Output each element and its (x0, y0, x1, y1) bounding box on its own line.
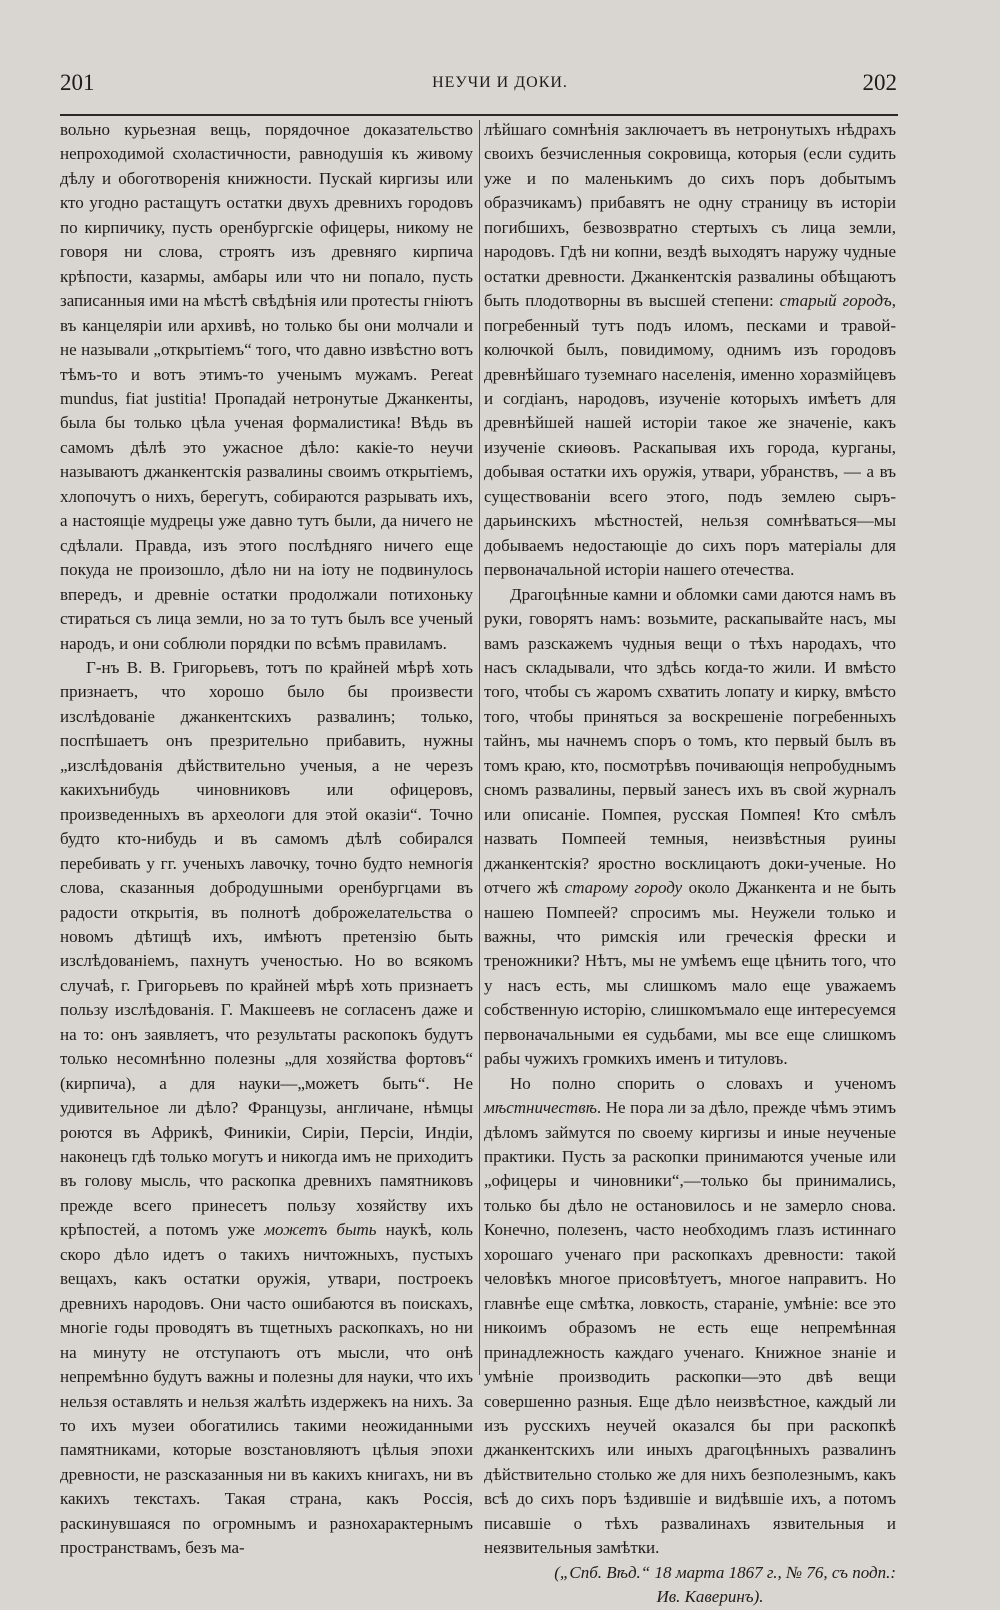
paragraph (484, 583, 896, 1072)
italic-phrase: можетъ быть (264, 1220, 377, 1240)
page-number-left: 201 (60, 70, 95, 95)
source-citation: („Спб. Вѣд.“ 18 марта 1867 г., № 76, съ подп.: (554, 1562, 896, 1582)
column-divider (479, 120, 480, 1375)
paragraph-text: Драгоцѣнные камни и обломки сами даются намъ въ руки, говорятъ намъ: возьмите, раскапывайте насъ, мы вамъ разскажемъ чудныя вещи о тѣхъ народахъ, что насъ складывали, что здѣсь когда-то жили. И вмѣсто того, чтобы съ жаромъ схватить лопату и кирку, вмѣсто того, чтобы приняться за воскрешеніе погребенныхъ тайнъ, мы начнемъ споръ о томъ, кто первый былъ въ томъ краю, кто, посмотрѣвъ почивающія непробуднымъ сномъ развалины, первый занесъ ихъ въ свой журналъ или описаніе. Помпея, русская Помпея! Кто смѣлъ назвать Помпеей темныя, неизвѣстныя руины джанкентскія? яростно восклицаютъ доки-ученые. Но отчего жѣ (484, 584, 896, 898)
page-header (0, 70, 1000, 100)
running-title: НЕУЧИ И ДОКИ. (432, 74, 568, 91)
header-rule (60, 114, 898, 116)
paragraph-text: лѣйшаго сомнѣнія заключаетъ въ нетронутыхъ нѣдрахъ своихъ безчисленныя сокровища, которыя (если судить уже и по маленькимъ до сихъ поръ добытымъ образчикамъ) прибавятъ не одну страницу въ исторіи погибшихъ, безвозвратно стертыхъ съ лица земли, народовъ. Гдѣ ни копни, вездѣ выходятъ наружу чудные остатки древности. Джанкентскія развалины обѣщаютъ быть плодотворны въ высшей степени: (484, 120, 896, 311)
italic-phrase: старый городъ (779, 291, 892, 311)
paragraph-text: . Не пора ли за дѣло, прежде чѣмъ этимъ дѣломъ займутся по своему киргизы и иные неученые практики. Пусть за раскопки принимаются ученые или „офицеры и чиновники“,—только бы принимались, только бы дѣло не остановилось и не замерло снова. Конечно, полезенъ, часто необходимъ глазъ истиннаго хорошаго ученаго при раскопкахъ древности: такой человѣкъ многое присовѣтуетъ, многое направитъ. Но главнѣе еще смѣтка, ловкость, стараніе, умѣніе: все это никоимъ образомъ не есть еще непремѣнная принадлежность каждаго ученаго. Книжное знаніе и умѣніе производить раскопки—это двѣ вещи совершенно разныя. Еще дѣло неизвѣстное, каждый ли изъ русскихъ неучей оказался бы при раскопкѣ джанкентскихъ или иныхъ драгоцѣнныхъ развалинъ дѣйствительно столько же для нихъ безполезнымъ, какъ всѣ до сихъ поръ ѣздившіе и видѣвшіе ихъ, а потомъ писавшіе о тѣхъ развалинахъ язвительныя и неязвительныя замѣтки. (484, 1098, 896, 1558)
source-signature: Ив. Каверинъ). (656, 1587, 764, 1607)
paragraph (484, 118, 896, 583)
paragraph-text: Но полно спорить о словахъ и ученомъ (510, 1073, 896, 1093)
italic-phrase: мѣстничествѣ (484, 1098, 597, 1118)
page-number-right: 202 (862, 70, 897, 95)
paragraph (60, 656, 473, 1561)
paragraph-text: около Джанкента и не быть нашею Помпеей? спросимъ мы. Неужели только и важны, что римскія или греческія фрески и треножники? Нѣтъ, мы не умѣемъ еще цѣнить того, что у насъ есть, мы слишкомъ мало еще уважаемъ собственную исторію, слишкомъмало еще интересуемся первоначальными ея судьбами, мы все еще слишкомъ рабы чужихъ громкихъ именъ и титуловъ. (484, 878, 897, 1069)
paragraph-text: наукѣ, коль скоро дѣло идетъ о такихъ ничтожныхъ, пустыхъ вещахъ, какъ остатки оружія, утвари, построекъ древнихъ народовъ. Они часто ошибаются въ поискахъ, многіе годы проводятъ въ тщетныхъ раскопкахъ, но ни на минуту не отступаютъ отъ мысли, что онѣ непремѣнно будутъ важны и полезны для науки, что ихъ нельзя оставлять и нельзя жалѣть издержекъ на нихъ. За то ихъ музеи обогатились такими неожиданными памятниками, которые возстановляютъ цѣлыя эпохи древности, не разсказанныя ни въ какихъ книгахъ, ни въ какихъ текстахъ. Такая страна, какъ Россія, раскинувшаяся по огромнымъ и разнохарактернымъ пространствамъ, безъ ма- (60, 1220, 473, 1558)
right-column (484, 118, 896, 1610)
paragraph-text: , погребенный тутъ подъ иломъ, песками и травой-колючкой былъ, повидимому, однимъ изъ городовъ древнѣйшаго туземнаго населенія, именно хоразмійцевъ и согдіанъ, народовъ, изученіе которыхъ имѣетъ для древнѣйшей нашей исторіи такое же значеніе, какъ изученіе скиѳовъ. Раскапывая ихъ города, курганы, добывая остатки ихъ оружія, утвари, убранствъ, — а въ существованіи всего этого, подъ землею сыръ-дарьинскихъ мѣстностей, нельзя сомнѣваться—мы добываемъ недостающіе до сихъ поръ матеріалы для первоначальной исторіи нашего отечества. (484, 291, 896, 580)
paragraph (484, 1072, 896, 1561)
paragraph: вольно курьезная вещь, порядочное доказательство непроходимой схоластичности, равнодушія къ живому дѣлу и обоготворенія книжности. Пускай киргизы или кто угодно растащутъ остатки двухъ древнихъ городовъ по кирпичику, пусть оренбургскіе офицеры, никому не говоря ни слова, строятъ изъ древняго кирпича крѣпости, казармы, амбары или что ни попало, пусть записанныя ими на мѣстѣ свѣдѣнія или протесты гніютъ въ канцеляріи или архивѣ, но только бы они молчали и не называли „открытіемъ“ того, что давно извѣстно вотъ тѣмъ-то и вотъ этимъ-то ученымъ мужамъ. Pereat mundus, fiat justitia! Пропадай нетронутые Джанкенты, была бы только цѣла ученая формалистика! Вѣдь въ самомъ дѣлѣ это ужасное дѣло: какіе-то неучи называютъ джанкентскія развалины своимъ открытіемъ, хлопочутъ о нихъ, берегутъ, собираются разрывать ихъ, а настоящіе мудрецы уже давно тутъ были, да ничего не сдѣлали. Правда, изъ этого послѣдняго ничего еще покуда не произошло, дѣло ни на іоту не подвинулось впередъ, и древніе остатки продолжали потихоньку стираться съ лица земли, но за то тутъ былъ все ученый народъ, и они соблюли порядки по всѣмъ правиламъ. (60, 120, 473, 653)
paragraph-text: Г-нъ В. В. Григорьевъ, тотъ по крайней мѣрѣ хоть признаетъ, что хорошо было бы произвести изслѣдованіе джанкентскихъ развалинъ; только, поспѣшаетъ онъ презрительно прибавить, нужны „изслѣдованія дѣйствительно ученыя, а не черезъ какихънибудь чиновниковъ или офицеровъ, произведенныхъ въ археологи для этой оказіи“. Точно будто кто-нибудь и въ самомъ дѣлѣ собирался перебивать у гг. ученыхъ лавочку, точно будто немногія слова, сказанныя добродушными оренбургцами въ радости открытія, въ полнотѣ доброжелательства о новомъ дѣтищѣ ихъ, имѣютъ претензію быть изслѣдованіемъ, пахнутъ ученостью. Но во всякомъ случаѣ, г. Григорьевъ по крайней мѣрѣ хоть признаетъ пользу изслѣдованія. Г. Макшеевъ не согласенъ даже и на то: онъ заявляетъ, что результаты раскопокъ будутъ только несомнѣнно полезны „для хозяйства фортовъ“ (кирпича), а для науки—„можетъ быть“. Не удивительное ли дѣло? Французы, англичане, нѣмцы роются въ Африкѣ, Финикіи, Сиріи, Персіи, Индіи, наконецъ гдѣ только могутъ и никогда имъ не приходитъ въ голову мысль, что раскопка древнихъ памятниковъ прежде всего принесетъ пользу хозяйству ихъ крѣпостей, а потомъ уже (60, 657, 473, 1240)
italic-phrase: старому городу (564, 878, 683, 898)
left-column (60, 118, 473, 1561)
